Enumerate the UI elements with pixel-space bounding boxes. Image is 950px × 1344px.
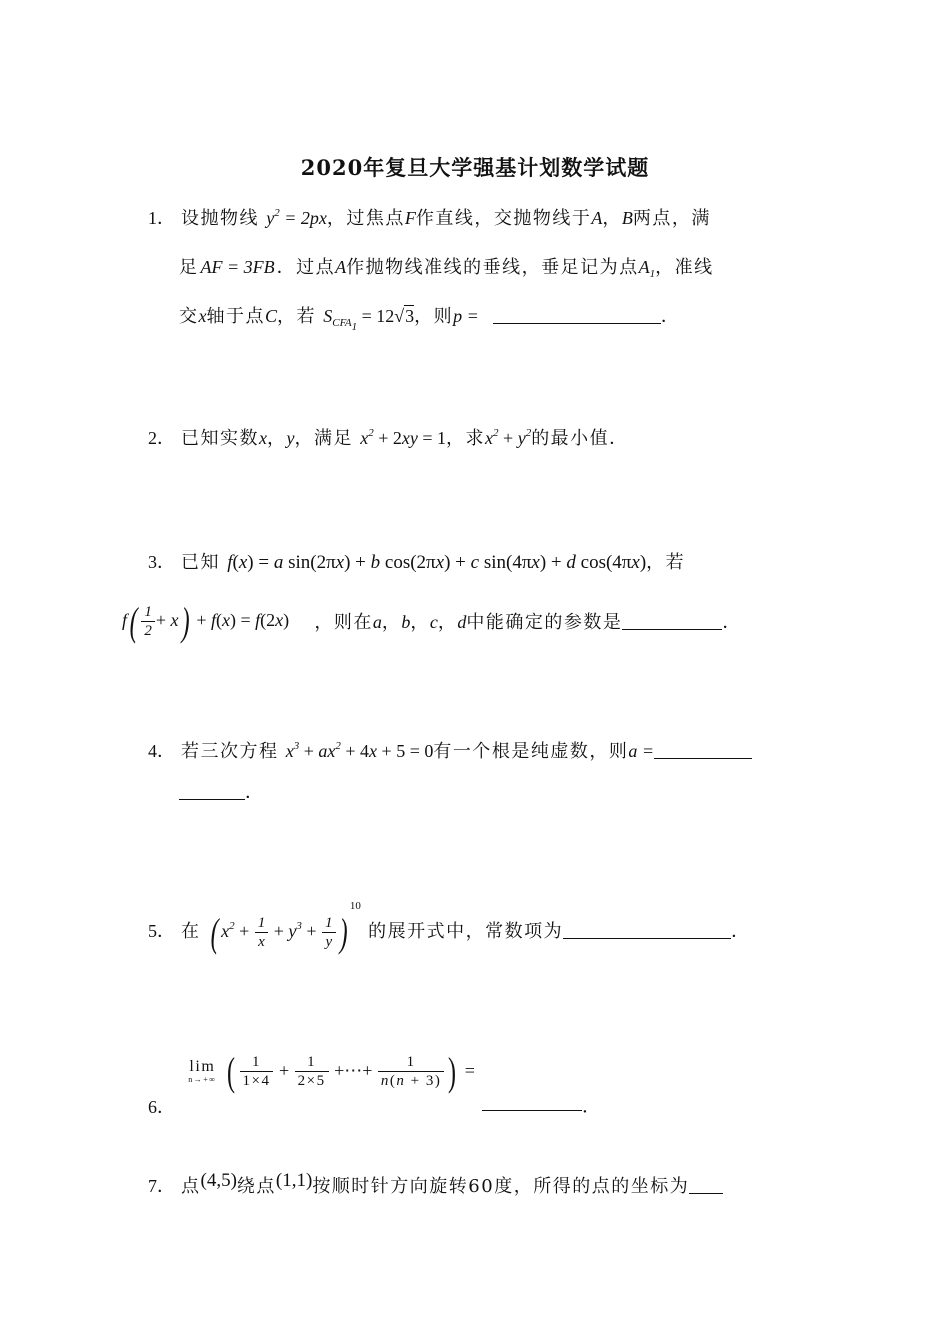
q3-text: 中能确定的参数是 [466,611,623,633]
q5-answer-blank [563,922,731,939]
q2-text: 的最小值． [531,428,629,449]
q4-answer-blank-continued [179,783,245,800]
q1-text: ． [660,306,681,327]
q7-point-center: (1,1) [275,1170,313,1191]
q4-number: 4． [148,741,175,761]
q3-param-c: c [429,611,438,632]
q7-point-start: (4,5) [200,1170,237,1191]
q1-point-a: A [335,257,347,277]
q1-vector-equation: AF = 3FB [200,257,275,277]
q1-text: 两点，满 [632,208,711,229]
q4-answer-blank [654,742,752,759]
q1-area-equation: $S_{CFA_1} = 12√3$ [323,306,415,333]
q4-line-2 [179,778,265,804]
page-title: 2020年复旦大学强基计划数学试题 [300,155,650,180]
q3-text: ，则在 [314,611,373,633]
q1-line-2 [179,253,714,280]
q6-number: 6． [148,1096,175,1117]
q1-axis-x: x [198,306,207,326]
q1-text: ， [602,208,622,229]
q1-point-a1: $A_1$ [638,257,656,280]
q6-answer-blank [482,1094,582,1111]
q1-point-a: A [591,208,603,228]
q4-cubic-equation: $x^3 + ax^2 + 4x + 5 = 0$ [285,740,434,761]
q6-line [148,1048,602,1119]
q2-text: 已知实数 [181,428,259,449]
q3-number: 3． [148,552,175,572]
q6-text: ． [582,1096,602,1118]
q2-target-expression: $x^2 + y^2$ [485,427,532,448]
q3-text: ， [381,611,402,633]
q7-answer-blank [689,1177,723,1194]
q1-text: 足 [179,257,199,278]
q7-number: 7． [148,1176,175,1196]
q2-condition-equation: $x^2 + 2xy = 1$ [360,427,447,448]
q3-param-a: a [372,611,382,632]
q5-binomial-expression: ( $x^2$ + $\frac{1}{x}$ + $y^3$ + $\frac{1}{y}$ )$^{10}$ [210,900,361,956]
q1-answer-blank [493,307,661,324]
q1-text: ，准线 [655,257,714,278]
q1-text: 设抛物线 [181,208,259,229]
q1-point-c: C [265,306,278,326]
q1-text: 作直线，交抛物线于 [415,208,592,229]
q1-line-3 [179,302,680,333]
q5-text: 在 [181,921,201,942]
q3-text: ， [410,611,430,633]
q1-parabola-equation: $y^2 = 2px$ [266,207,327,228]
q6-limit-expression: lim n→+∞ ( $\frac{1}{1\times 4}$ + $\frac{1}{2\times 5}$ +⋯+ $\frac{1}{n(n + 3)}$ ) = [188,1049,475,1094]
q4-line-1 [148,737,752,763]
q2-var-x: x [259,428,267,448]
q1-text: 作抛物线准线的垂线，垂足记为点 [346,257,639,278]
q5-number: 5． [148,921,175,941]
q7-text: 点 [181,1176,201,1197]
q1-text: ．过点 [276,257,336,278]
q4-text: 若三次方程 [181,741,279,762]
q3-line-2 [122,598,742,645]
q3-param-b: b [401,611,411,632]
q3-line-1 [148,548,685,574]
q2-text: ， [267,428,287,449]
q3-function-definition: f(x) = a sin(2πx) + b cos(2πx) + c sin(4πx) + d cos(4πx) [227,552,647,573]
q1-text: 交 [179,306,199,327]
q1-number: 1． [148,208,175,228]
q1-point-b: B [621,208,633,228]
q4-answer-label: a = [628,741,655,761]
q7-text: 绕点 [236,1176,276,1197]
q1-text: ，过焦点 [326,208,405,229]
q3-functional-equation: f( $\frac{1}{2}$ + x) + f(x) = f(2x) [122,599,290,644]
q1-text: ，若 [277,306,317,327]
q3-answer-blank [622,613,722,630]
q2-text: ，求 [446,428,486,449]
q2-var-y: y [286,428,295,448]
q5-text: ． [731,921,751,942]
q2-line [148,424,629,450]
q1-text: 轴于点 [206,306,265,327]
q3-text: ， [437,611,458,633]
q3-param-d: d [457,611,467,632]
q1-answer-label: p = [453,306,479,326]
q3-text: ． [722,611,742,633]
q1-text: ，则 [414,306,454,327]
q3-text: 已知 [181,552,220,573]
q2-text: ，满足 [294,428,353,449]
q1-line-1 [148,204,711,230]
q1-point-f: F [404,208,416,228]
q7-line [148,1170,723,1198]
q4-text: ． [245,782,265,803]
q4-text: 有一个根是纯虚数，则 [433,741,629,762]
q3-text: ，若 [646,552,686,573]
q2-number: 2． [148,428,175,448]
q5-text: 的展开式中，常数项为 [368,921,564,942]
q7-text: 按顺时针方向旋转60度，所得的点的坐标为 [312,1176,690,1197]
q5-line [148,900,751,956]
